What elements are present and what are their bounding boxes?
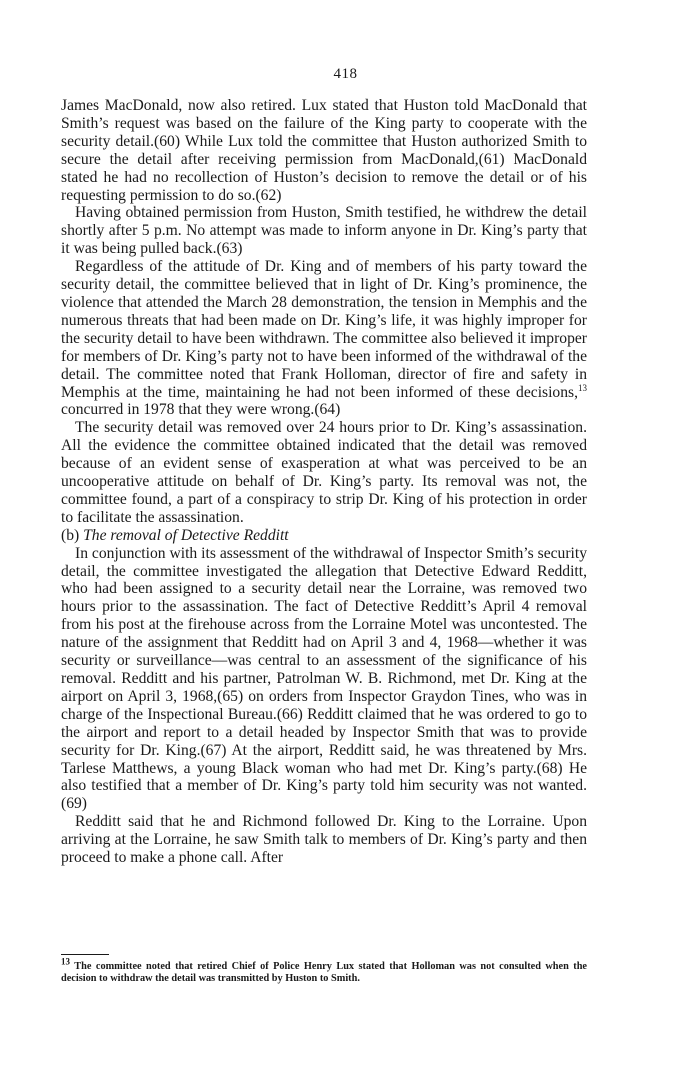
footnote-text: The committee noted that retired Chief of Police Henry Lux stated that Holloman was not consulted when the decision to withdraw the detail was transmitted by Huston to Smith.: [61, 961, 587, 984]
body-text: [61, 97, 587, 867]
section-heading: [61, 527, 587, 545]
paragraph-2: Having obtained permission from Huston, Smith testified, he withdrew the detail shortly after 5 p.m. No attempt was made to inform anyone in Dr. King’s party that it was being pulled back.(63): [61, 204, 587, 258]
section-marker: (b): [61, 526, 80, 544]
page-number: 418: [333, 66, 358, 82]
paragraph-3-tail: concurred in 1978 that they were wrong.(64): [61, 401, 341, 419]
footnote: [61, 956, 587, 984]
section-title: The removal of Detective Redditt: [83, 526, 289, 544]
paragraph-6: Redditt said that he and Richmond followed Dr. King to the Lorraine. Upon arriving at the Lorraine, he saw Smith talk to members of Dr. King’s party and then proceed to make a phone call. After: [61, 813, 587, 867]
paragraph-3: [61, 258, 587, 419]
paragraph-4: The security detail was removed over 24 hours prior to Dr. King’s assassination. All the evidence the committee obtained indicated that the detail was removed because of an evident sense of exasperation at what was perceived to be an uncooperative attitude on behalf of Dr. King’s party. Its removal was not, the committee found, a part of a conspiracy to strip Dr. King of his protection in order to facilitate the assassination.: [61, 419, 587, 526]
footnote-marker: 13: [61, 956, 70, 967]
paragraph-3-text: Regardless of the attitude of Dr. King and of members of his party toward the security detail, the committee believed that in light of Dr. King’s prominence, the violence that attended the March 28 demonstration, the tension in Memphis and the numerous threats that had been made on Dr. King’s life, it was highly improper for the security detail to have been withdrawn. The committee also believed it improper for members of Dr. King’s party not to have been informed of the withdrawal of the detail. The committee noted that Frank Holloman, director of fire and safety in Memphis at the time, maintaining he had not been informed of these decisions,: [61, 258, 587, 401]
paragraph-5: In conjunction with its assessment of the withdrawal of Inspector Smith’s security detail, the committee investigated the allegation that Detective Edward Redditt, who had been assigned to a security detail near the Lorraine, was removed two hours prior to the assassination. The fact of Detective Redditt’s April 4 removal from his post at the firehouse across from the Lorraine Motel was uncontested. The nature of the assignment that Redditt had on April 3 and 4, 1968—whether it was security or surveillance—was central to an assessment of the significance of his removal. Redditt and his partner, Patrolman W. B. Richmond, met Dr. King at the airport on April 3, 1968,(65) on orders from Inspector Graydon Tines, who was in charge of the Inspectional Bureau.(66) Redditt claimed that he was ordered to go to the airport and report to a detail headed by Inspector Smith that was to provide security for Dr. King.(67) At the airport, Redditt said, he was threatened by Mrs. Tarlese Matthews, a young Black woman who had met Dr. King’s party.(68) He also testified that a member of Dr. King’s party told him security was not wanted.(69): [61, 544, 587, 813]
paragraph-1: James MacDonald, now also retired. Lux stated that Huston told MacDonald that Smith’s request was based on the failure of the King party to cooperate with the security detail.(60) While Lux told the committee that Huston authorized Smith to secure the detail after receiving permission from MacDonald,(61) MacDonald stated he had no recollection of Huston’s decision to remove the detail or of his requesting permission to do so.(62): [61, 97, 587, 204]
footnote-divider: [61, 954, 109, 955]
footnote-reference[interactable]: 13: [578, 382, 587, 393]
